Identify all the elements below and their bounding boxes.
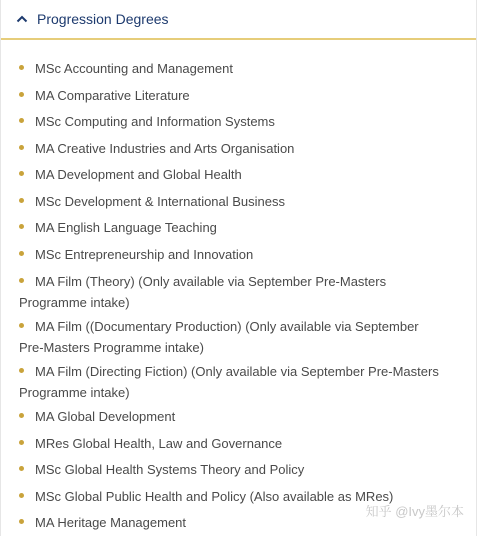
list-item: MSc Global Health Systems Theory and Policy — [19, 459, 441, 480]
accordion-title: Progression Degrees — [37, 11, 169, 27]
bullet-icon — [19, 92, 24, 97]
list-item: MA Comparative Literature — [19, 85, 441, 106]
bullet-icon — [19, 118, 24, 123]
list-item: MA Creative Industries and Arts Organisation — [19, 138, 441, 159]
bullet-icon — [19, 278, 24, 283]
list-item: MSc Accounting and Management — [19, 58, 441, 79]
list-item: MSc Computing and Information Systems — [19, 111, 441, 132]
bullet-icon — [19, 224, 24, 229]
bullet-icon — [19, 413, 24, 418]
list-item: MSc Development & International Business — [19, 191, 441, 212]
list-item: MA Heritage Management — [19, 512, 441, 533]
bullet-icon — [19, 466, 24, 471]
bullet-icon — [19, 251, 24, 256]
bullet-icon — [19, 145, 24, 150]
list-item: MA English Language Teaching — [19, 217, 441, 238]
bullet-icon — [19, 198, 24, 203]
accordion-header[interactable] — [1, 0, 476, 40]
list-item: MA Film (Theory) (Only available via September Pre-Masters Programme intake) — [19, 274, 387, 310]
watermark: 知乎 @Ivy墨尔本 — [365, 504, 464, 519]
list-item: MA Film (Directing Fiction) (Only available via September Pre-Masters Programme intake) — [19, 364, 439, 400]
list-item: MA Film ((Documentary Production) (Only available via September Pre-Masters Programme intake) — [19, 319, 419, 355]
list-item: MA Global Development — [19, 406, 441, 427]
list-item: MA Development and Global Health — [19, 164, 441, 185]
list-item: MRes Global Health, Law and Governance — [19, 433, 441, 454]
chevron-up-icon[interactable] — [15, 12, 29, 26]
list-item: MSc Entrepreneurship and Innovation — [19, 244, 441, 265]
bullet-icon — [19, 368, 24, 373]
bullet-icon — [19, 171, 24, 176]
bullet-icon — [19, 493, 24, 498]
bullet-icon — [19, 440, 24, 445]
bullet-icon — [19, 519, 24, 524]
bullet-icon — [19, 323, 24, 328]
list-item: MSc Global Public Health and Policy (Also available as MRes) — [19, 486, 441, 507]
bullet-icon — [19, 65, 24, 70]
